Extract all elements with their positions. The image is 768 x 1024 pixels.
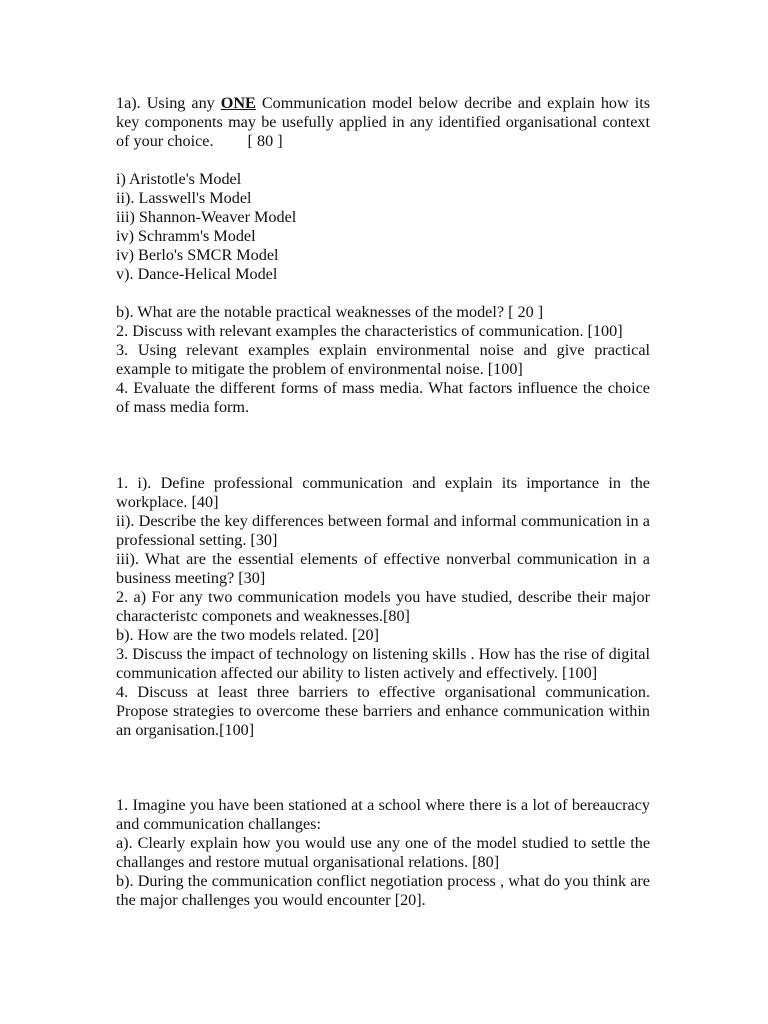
- marks-1a: [ 80 ]: [247, 132, 283, 150]
- question-2a: 2. a) For any two communication models you have studied, describe their major characteristc componets and weaknesses.[80]: [116, 588, 650, 625]
- question-3: 3. Discuss the impact of technology on listening skills . How has the rise of digital communication affected our ability to listen actively and effectively. [100]: [116, 645, 650, 682]
- question-1: 1. Imagine you have been stationed at a school where there is a lot of bereaucracy and communication challanges:: [116, 796, 650, 833]
- question-1b: b). What are the notable practical weaknesses of the model? [ 20 ]: [116, 303, 544, 321]
- question-section-2: [116, 474, 650, 740]
- question-a: a). Clearly explain how you would use any one of the model studied to settle the challanges and restore mutual organisational relations. [80]: [116, 834, 650, 871]
- list-item: ii). Lasswell's Model: [116, 189, 252, 207]
- question-2: 2. Discuss with relevant examples the characteristics of communication. [100]: [116, 322, 623, 340]
- question-3: 3. Using relevant examples explain environmental noise and give practical example to mitigate the problem of environmental noise. [100]: [116, 341, 650, 378]
- list-item: iv) Schramm's Model: [116, 227, 256, 245]
- model-list: [116, 170, 650, 284]
- question-2b: b). How are the two models related. [20]: [116, 626, 379, 644]
- question-section-3: [116, 796, 650, 910]
- question-1a: 1a). Using any ONE Communication model below decribe and explain how its key components may be usefully applied in any identified organisational context of your choice. [ 80 ]: [116, 94, 650, 150]
- question-4: 4. Discuss at least three barriers to effective organisational communication. Propose strategies to overcome these barriers and enhance communication within an organisation.[100]: [116, 683, 650, 739]
- list-item: iv) Berlo's SMCR Model: [116, 246, 279, 264]
- question-1ii: ii). Describe the key differences between formal and informal communication in a professional setting. [30]: [116, 512, 650, 549]
- question-4: 4. Evaluate the different forms of mass media. What factors influence the choice of mass media form.: [116, 379, 650, 416]
- question-b: b). During the communication conflict negotiation process , what do you think are the major challenges you would encounter [20].: [116, 872, 650, 909]
- list-item: i) Aristotle's Model: [116, 170, 242, 188]
- emphasis-one: ONE: [220, 94, 256, 112]
- question-1iii: iii). What are the essential elements of effective nonverbal communication in a business meeting? [30]: [116, 550, 650, 587]
- question-1i: 1. i). Define professional communication and explain its importance in the workplace. [40]: [116, 474, 650, 511]
- question-section-1: [116, 94, 650, 417]
- list-item: v). Dance-Helical Model: [116, 265, 278, 283]
- list-item: iii) Shannon-Weaver Model: [116, 208, 297, 226]
